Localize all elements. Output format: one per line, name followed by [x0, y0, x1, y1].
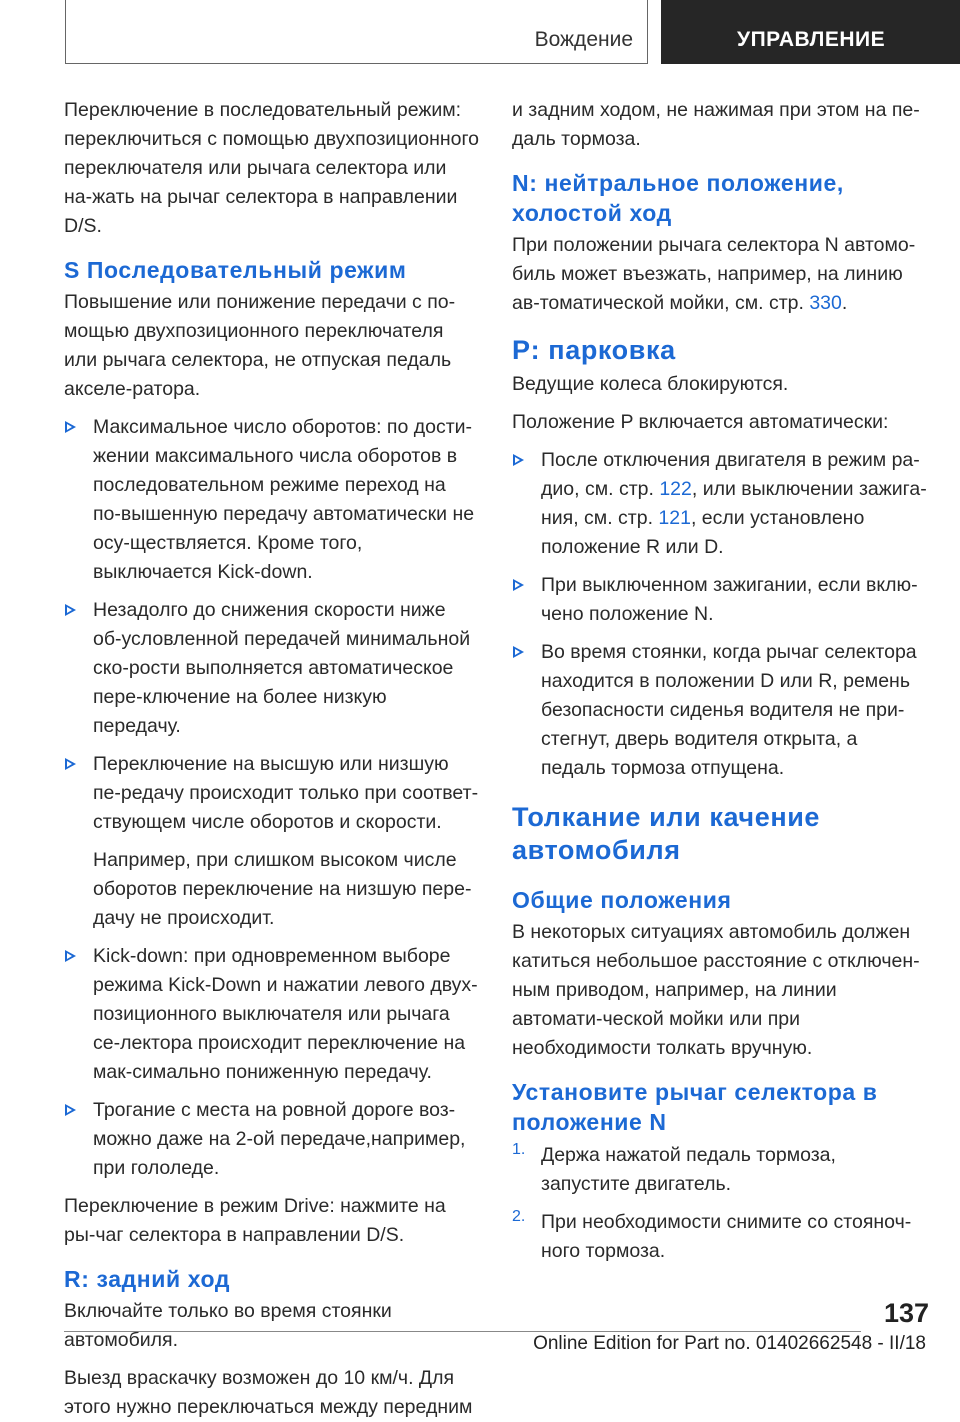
triangle-bullet-icon: [65, 421, 76, 433]
heading-general: Общие положения: [512, 887, 732, 913]
list-item: [64, 413, 479, 587]
paragraph: Включайте только во время стоянки автомобиля.: [64, 1300, 392, 1351]
paragraph: Положение P включается автоматически:: [512, 411, 889, 433]
text: , если установлено положение R или D.: [541, 507, 865, 558]
page-link[interactable]: 121: [658, 507, 691, 529]
list-item: [64, 750, 479, 933]
text: При положении рычага селектора N автомо-биль может въезжать, например, на линию ав-томатической мойки, см. стр.: [512, 234, 916, 314]
header-chapter-label: УПРАВЛЕНИЕ: [737, 28, 886, 51]
list-item-text: Трогание с места на ровной дороге воз-можно даже на 2-ой передаче,например, при гололеде.: [93, 1099, 466, 1179]
header-section-label: Вождение: [534, 28, 633, 51]
right-column: [512, 96, 927, 1266]
left-column: [64, 96, 479, 1422]
step-number: 1.: [512, 1141, 526, 1158]
paragraph: [512, 231, 927, 318]
triangle-bullet-icon: [513, 454, 524, 466]
paragraph: Выезд враскачку возможен до 10 км/ч. Для этого нужно переключаться между передним: [64, 1367, 473, 1418]
step-item: [512, 1141, 927, 1199]
list-item: [512, 571, 927, 629]
list-item-text: [541, 446, 927, 562]
triangle-bullet-icon: [65, 758, 76, 770]
list-item-text: Переключение на высшую или низшую пе-редачу происходит только при соответ-ствующем числе оборотов и скорости.: [93, 753, 479, 833]
step-item: [512, 1208, 927, 1266]
step-number: 2.: [512, 1208, 526, 1225]
step-text: Держа нажатой педаль тормоза, запустите двигатель.: [541, 1144, 836, 1195]
paragraph: Переключение в режим Drive: нажмите на ры-чаг селектора в направлении D/S.: [64, 1195, 446, 1246]
header-section-tab: [65, 0, 648, 64]
page-link[interactable]: 122: [659, 478, 692, 500]
list-item: [64, 596, 479, 741]
heading-pushing-rolling: Толкание или качение автомобиля: [512, 802, 821, 865]
text: .: [841, 292, 848, 314]
text: , или выключении зажига-ния, см. стр.: [541, 478, 927, 529]
list-item-text: Максимальное число оборотов: по дости-жении максимального числа оборотов в последовательном режиме переход на по-вышенную передачу автоматически не осу-ществляется. Кроме того, выключается Kick-down.: [93, 416, 475, 583]
heading-reverse: R: задний ход: [64, 1266, 231, 1292]
list-item-text: При выключенном зажигании, если вклю-чено положение N.: [541, 574, 918, 625]
header-chapter-tab: [661, 0, 960, 64]
list-item-text: Kick-down: при одновременном выборе режима Kick-Down и нажатии левого двух-позиционного выключателя или рычага се-лектора происходит переключение на мак-симально пониженную передачу.: [93, 945, 478, 1083]
triangle-bullet-icon: [65, 950, 76, 962]
triangle-bullet-icon: [513, 646, 524, 658]
paragraph: Переключение в последовательный режим: переключиться с помощью двухпозиционного переключателя или рычага селектора или на-жать на рычаг селектора в направлении D/S.: [64, 99, 480, 237]
page-number: 137: [884, 1298, 930, 1328]
list-item: [64, 942, 479, 1087]
list-item: [512, 446, 927, 562]
heading-park: P: парковка: [512, 335, 676, 365]
page-link[interactable]: 330: [809, 292, 842, 314]
step-text: При необходимости снимите со стояноч-ного тормоза.: [541, 1211, 912, 1262]
list-item-text: Во время стоянки, когда рычаг селектора находится в положении D или R, ремень безопасности сиденья водителя не при-стегнут, дверь водителя открыта, а педаль тормоза отпущена.: [541, 641, 917, 779]
heading-set-selector-n: Установите рычаг селектора в положение N: [512, 1079, 878, 1135]
paragraph: и задним ходом, не нажимая при этом на пе-даль тормоза.: [512, 99, 920, 150]
list-item: [512, 638, 927, 783]
footer-edition: Online Edition for Part no. 01402662548 - II/18: [533, 1333, 926, 1354]
triangle-bullet-icon: [65, 1104, 76, 1116]
paragraph: Ведущие колеса блокируются.: [512, 373, 789, 395]
list-item-subtext: Например, при слишком высоком числе оборотов переключение на низшую пере-дачу не происходит.: [93, 849, 472, 929]
paragraph: В некоторых ситуациях автомобиль должен катиться небольшое расстояние с отключен-ным приводом, например, на линии автомати-ческой мойки или при необходимости толкать вручную.: [512, 921, 920, 1059]
list-item-text: Незадолго до снижения скорости ниже об-условленной передачей минимальной ско-рости выполняется автоматическое пере-ключение на более низкую передачу.: [93, 599, 471, 737]
triangle-bullet-icon: [65, 604, 76, 616]
paragraph: Повышение или понижение передачи с по-мощью двухпозиционного переключателя или рычага селектора, не отпуская педаль акселе-ратора.: [64, 291, 456, 400]
triangle-bullet-icon: [513, 579, 524, 591]
text: После отключения двигателя в режим ра-дио, см. стр.: [541, 449, 920, 500]
list-item: [64, 1096, 479, 1183]
heading-neutral: N: нейтральное положение, холостой ход: [512, 170, 844, 226]
footer-divider: [64, 1331, 861, 1332]
heading-sequential-mode: S Последовательный режим: [64, 257, 407, 283]
